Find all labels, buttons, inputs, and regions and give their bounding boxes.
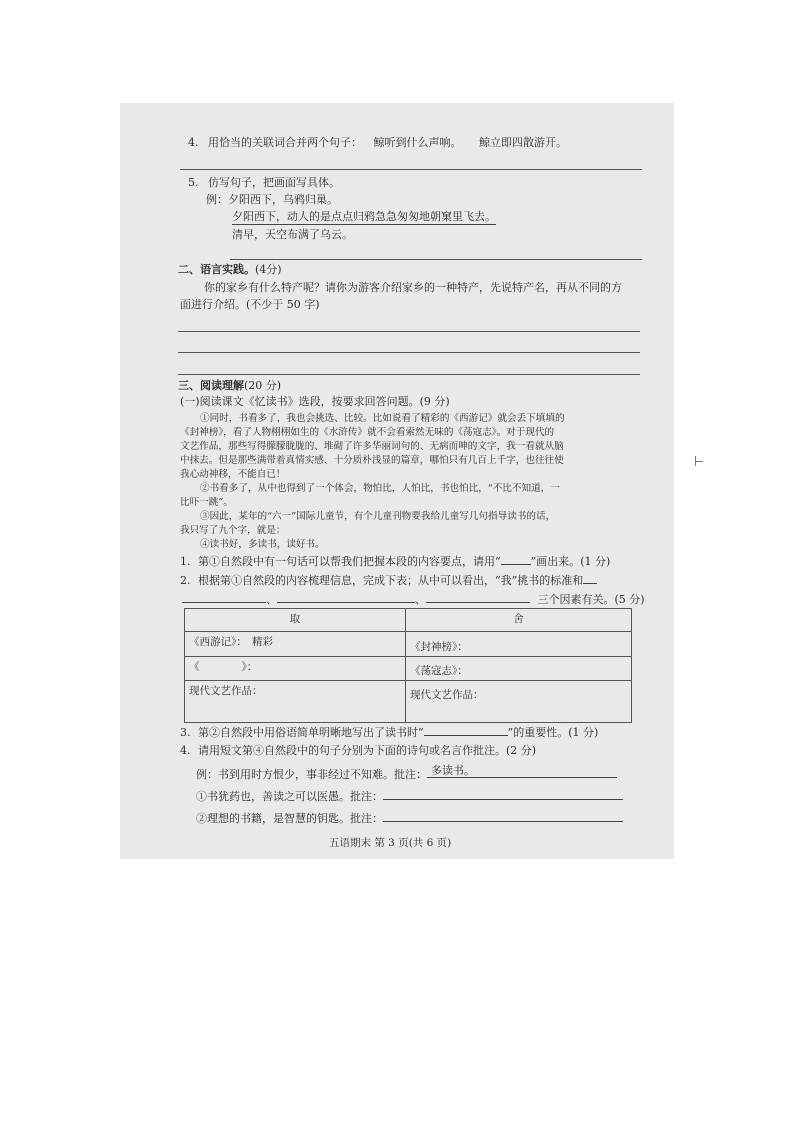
table-r3-give[interactable]: 现代文艺作品： [406,681,632,723]
subq4-item2: ②理想的书籍，是智慧的钥匙。批注： [196,810,623,826]
passage-p2-line1: ②书看多了，从中也得到了一个体会，物怕比，人怕比，书也怕比，“不比不知道，一 [200,483,560,494]
passage-p1-line2: 《封神榜》，看了人物栩栩如生的《水浒传》就不会看索然无味的《荡寇志》。对于现代的 [180,427,555,438]
subq2-blank-4[interactable] [426,591,530,603]
margin-mark-vertical [695,456,696,466]
passage-p1-line3: 文艺作品，那些写得朦朦胧胧的、堆砌了许多华丽词句的、无病而呻的文字，我一看就从脑 [180,441,564,452]
exam-sheet [120,103,674,859]
subq4-example: 例：书到用时方恨少，事非经过不知难。批注： 多读书。 [196,766,617,782]
section2-text-2: 面进行介绍。(不少于 50 字) [180,298,320,311]
table-head-give: 舍 [406,609,632,632]
section2-title: 二、语言实践。(4分) [178,263,282,276]
subq1-blank[interactable] [501,553,531,565]
passage-p3-line1: ③因此，某年的“六一”国际儿童节，有个儿童刊物要我给儿童写几句指导读书的话， [200,511,556,522]
page-footer: 五语期末 第 3 页(共 6 页) [329,837,452,849]
subq3-blank[interactable] [424,724,508,736]
q4-answer-line[interactable] [180,169,642,170]
subq3: 3. 第②自然段中用俗语简单明晰地写出了读书时“ ”的重要性。(1 分) [180,726,599,739]
subq4-item1: ①书犹药也，善读之可以医愚。批注： [196,788,623,804]
passage-p1-line1: ①同时，书看多了，我也会挑选、比较。比如说看了精彩的《西游记》就会丢下填填的 [200,413,565,424]
table-head-take: 取 [185,609,406,632]
passage-p1-line4: 中抹去。但是那些满带着真情实感、十分质朴浅显的篇章，哪怕只有几百上千字，也往往使 [180,455,564,466]
q5-question: 5. 仿写句子，把画面写具体。 [188,176,340,189]
subq4: 4. 请用短文第④自然段中的句子分别为下面的诗句或名言作批注。(2 分) [180,744,537,757]
subq2-blank-1[interactable] [583,572,597,584]
subq2-cont: 、 、 三个因素有关。(5 分) [182,591,645,607]
q5-example-expanded: 夕阳西下，动人的是点点归鸦急急匆匆地朝窠里飞去。 [232,210,496,223]
subq1: 1. 第①自然段中有一句话可以帮我们把握本段的内容要点，请用“ ”画出来。(1 分) [180,555,611,568]
q5-task: 清早，天空布满了乌云。 [232,228,353,241]
section2-answer-line-1[interactable] [178,331,640,332]
table-r2-give[interactable]: 《荡寇志》： [406,657,632,681]
table-r2-take[interactable]: 《 》： [185,657,406,681]
subq4-item2-blank[interactable] [383,810,623,822]
q5-answer-line[interactable] [230,259,642,260]
margin-mark [695,461,703,462]
subq2-blank-3[interactable] [277,591,415,603]
section2-text-1: 你的家乡有什么特产呢？请你为游客介绍家乡的一种特产，先说特产名，再从不同的方 [204,281,622,294]
q4-question: 4. 用恰当的关联词合并两个句子： 鲸听到什么声响。 鲸立即四散游开。 [188,136,567,149]
q5-example: 例：夕阳西下，乌鸦归巢。 [206,193,338,206]
section2-answer-line-2[interactable] [178,352,640,353]
table-r3-take[interactable]: 现代文艺作品： [185,681,406,723]
subq2: 2. 根据第①自然段的内容梳理信息，完成下表；从中可以看出，“我”挑书的标准和 [180,572,597,588]
subq2-blank-2[interactable] [182,591,266,603]
passage-p2-line2: 比吓一跳”。 [180,497,233,508]
section3-title: 三、阅读理解(20 分) [178,379,282,392]
table-r1-take[interactable]: 《西游记》： 精彩 [185,632,406,657]
section2-answer-line-3[interactable] [178,374,640,375]
section3-sub1: (一)阅读课文《忆读书》选段，按要求回答问题。(9 分) [180,395,450,408]
table-r1-give[interactable]: 《封神榜》： [406,632,632,657]
passage-p3-line2: 我只写了九个字，就是： [180,525,286,536]
passage-p4: ④读书好，多读书，读好书。 [200,539,325,550]
take-give-table [184,608,632,723]
subq4-item1-blank[interactable] [383,788,623,800]
passage-p1-line5: 我心动神移，不能自已！ [180,469,286,480]
